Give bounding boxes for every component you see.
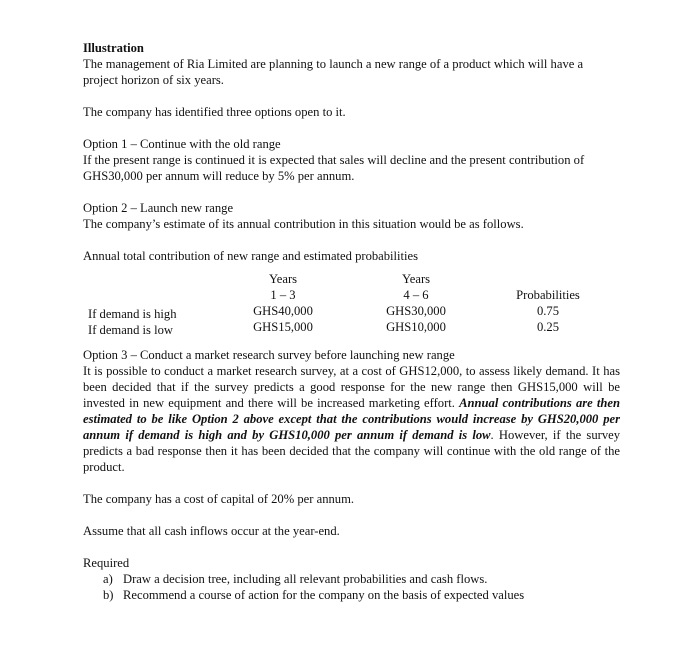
- contribution-table: [83, 271, 620, 339]
- row-label-high: If demand is high: [88, 307, 177, 321]
- col3-header: Probabilities: [516, 288, 580, 302]
- option3-body-emphasis: Annual contributions are then estimated to be like Option 2 above except that the contributions would increase by GHS20,000 per annum if demand is high and by GHS10,000 per annum if demand is low: [83, 396, 621, 442]
- col1-header-line1: Years: [268, 272, 298, 286]
- cell-high-years-4-6: GHS30,000: [386, 304, 446, 318]
- col1-header-line2: 1 – 3: [270, 288, 296, 302]
- assumption: Assume that all cash inflows occur at the year-end.: [83, 524, 340, 538]
- column-probabilities: [508, 287, 588, 335]
- required-list: [83, 571, 620, 603]
- row-label-low: If demand is low: [88, 323, 173, 337]
- table-caption: Annual total contribution of new range and estimated probabilities: [83, 249, 419, 263]
- option3-body-start: It is possible to conduct a market research survey, at a cost of GHS12,000, to assess likely demand. It has been decided that if the survey predicts a good response for the new range then GHS15,000 will be invested in new equipment and there will be increased marketing effort.: [83, 364, 620, 410]
- required-item: [83, 571, 620, 587]
- option3-body-end: . However, if the survey predicts a bad response then it has been decided that the company will continue with the old range of the product.: [83, 428, 621, 474]
- cell-high-years-1-3: GHS40,000: [253, 304, 313, 318]
- option2-title: Option 2 – Launch new range: [83, 201, 234, 215]
- options-intro: The company has identified three options open to it.: [83, 105, 346, 119]
- cell-low-years-1-3: GHS15,000: [253, 320, 313, 334]
- cell-prob-low: 0.25: [536, 320, 560, 334]
- option3-title: Option 3 – Conduct a market research survey before launching new range: [83, 348, 455, 362]
- document-body: [83, 40, 620, 603]
- required-item-marker: b): [103, 588, 114, 602]
- required-item: [83, 587, 620, 603]
- required-item-marker: a): [103, 572, 113, 586]
- col2-header-line2: 4 – 6: [403, 288, 429, 302]
- option2-body: The company’s estimate of its annual contribution in this situation would be as follows.: [83, 217, 524, 231]
- required-title: Required: [83, 556, 130, 570]
- heading: Illustration: [83, 41, 144, 55]
- required-item-text: Recommend a course of action for the company on the basis of expected values: [123, 588, 525, 602]
- cell-low-years-4-6: GHS10,000: [386, 320, 446, 334]
- cell-prob-high: 0.75: [536, 304, 560, 318]
- option1-title: Option 1 – Continue with the old range: [83, 137, 281, 151]
- intro-paragraph: The management of Ria Limited are planning to launch a new range of a product which will have a project horizon of six years.: [83, 57, 584, 87]
- column-years-1-3: [243, 271, 323, 335]
- column-years-4-6: [376, 271, 456, 335]
- option1-body: If the present range is continued it is expected that sales will decline and the present contribution of GHS30,000 per annum will reduce by 5% per annum.: [83, 153, 585, 183]
- option3-body: [83, 363, 620, 475]
- cost-of-capital: The company has a cost of capital of 20% per annum.: [83, 492, 355, 506]
- required-item-text: Draw a decision tree, including all relevant probabilities and cash flows.: [123, 572, 488, 586]
- col2-header-line1: Years: [401, 272, 431, 286]
